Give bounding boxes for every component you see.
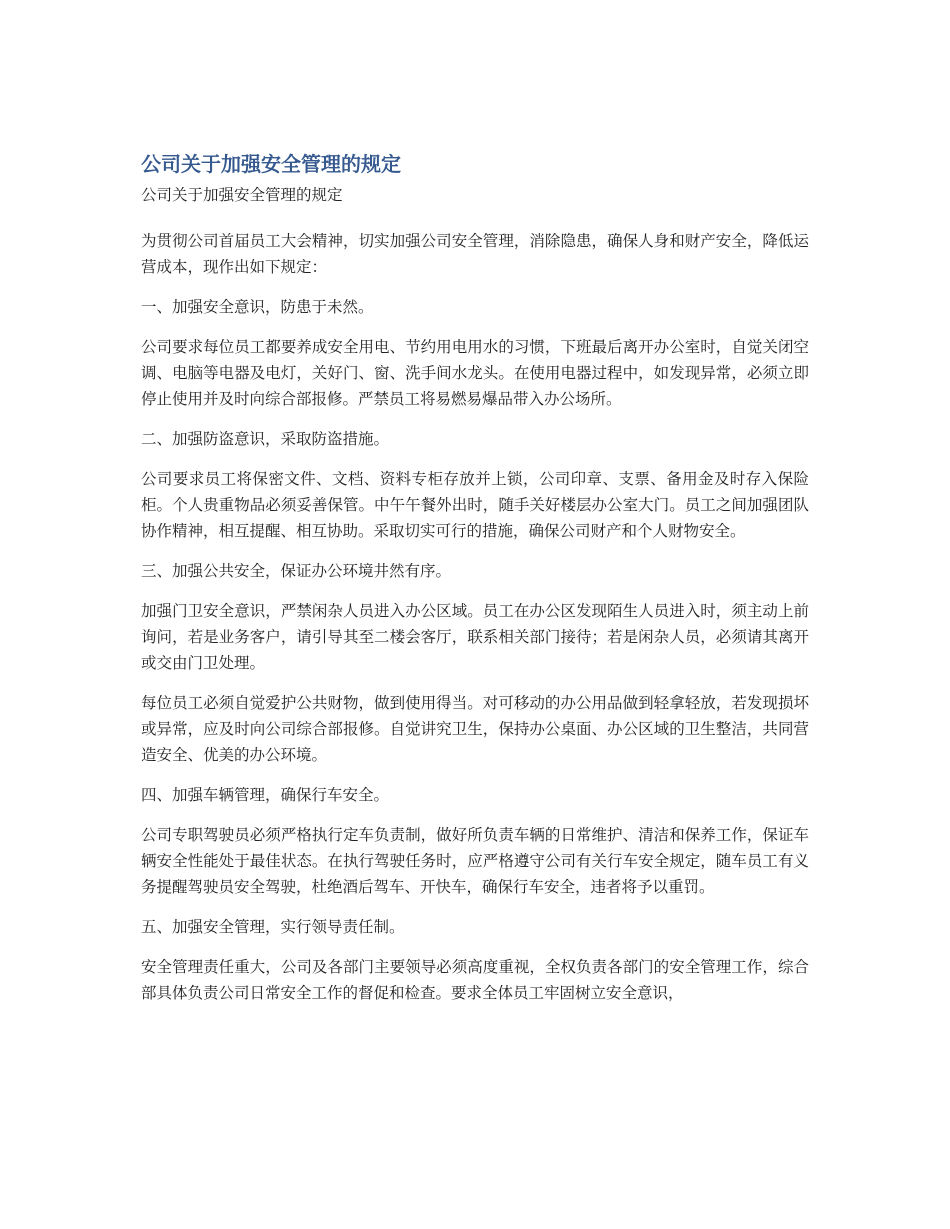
section-paragraph: 每位员工必须自觉爱护公共财物，做到使用得当。对可移动的办公用品做到轻拿轻放，若发现损坏或异常，应及时向公司综合部报修。自觉讲究卫生，保持办公桌面、办公区域的卫生整洁，共同营造安全、优美的办公环境。 — [141, 694, 809, 764]
section-heading-4: 四、加强车辆管理，确保行车安全。 — [141, 786, 390, 804]
section-paragraph: 安全管理责任重大，公司及各部门主要领导必须高度重视，全权负责各部门的安全管理工作，综合部具体负责公司日常安全工作的督促和检查。要求全体员工牢固树立安全意识， — [141, 958, 809, 1002]
section-paragraph: 加强门卫安全意识，严禁闲杂人员进入办公区域。员工在办公区发现陌生人员进入时，须主动上前询问，若是业务客户，请引导其至二楼会客厅，联系相关部门接待；若是闲杂人员，必须请其离开或交由门卫处理。 — [141, 602, 809, 672]
document-subtitle: 公司关于加强安全管理的规定 — [141, 186, 343, 204]
section-paragraph: 公司要求每位员工都要养成安全用电、节约用电用水的习惯，下班最后离开办公室时，自觉关闭空调、电脑等电器及电灯，关好门、窗、洗手间水龙头。在使用电器过程中，如发现异常，必须立即停止使用并及时向综合部报修。严禁员工将易燃易爆品带入办公场所。 — [141, 338, 809, 408]
section-paragraph: 公司专职驾驶员必须严格执行定车负责制，做好所负责车辆的日常维护、清洁和保养工作，保证车辆安全性能处于最佳状态。在执行驾驶任务时，应严格遵守公司有关行车安全规定，随车员工有义务提醒驾驶员安全驾驶，杜绝酒后驾车、开快车，确保行车安全，违者将予以重罚。 — [141, 826, 809, 896]
section-heading-2: 二、加强防盗意识，采取防盗措施。 — [141, 430, 390, 448]
document-body — [141, 148, 809, 1006]
intro-paragraph: 为贯彻公司首届员工大会精神，切实加强公司安全管理，消除隐患，确保人身和财产安全，降低运营成本，现作出如下规定： — [141, 232, 809, 276]
section-paragraph: 公司要求员工将保密文件、文档、资料专柜存放并上锁，公司印章、支票、备用金及时存入保险柜。个人贵重物品必须妥善保管。中午午餐外出时，随手关好楼层办公室大门。员工之间加强团队协作精神，相互提醒、相互协助。采取切实可行的措施，确保公司财产和个人财物安全。 — [141, 470, 809, 540]
section-heading-5: 五、加强安全管理，实行领导责任制。 — [141, 918, 405, 936]
section-heading-1: 一、加强安全意识，防患于未然。 — [141, 298, 374, 316]
section-heading-3: 三、加强公共安全，保证办公环境井然有序。 — [141, 562, 452, 580]
document-title: 公司关于加强安全管理的规定 — [141, 152, 401, 176]
